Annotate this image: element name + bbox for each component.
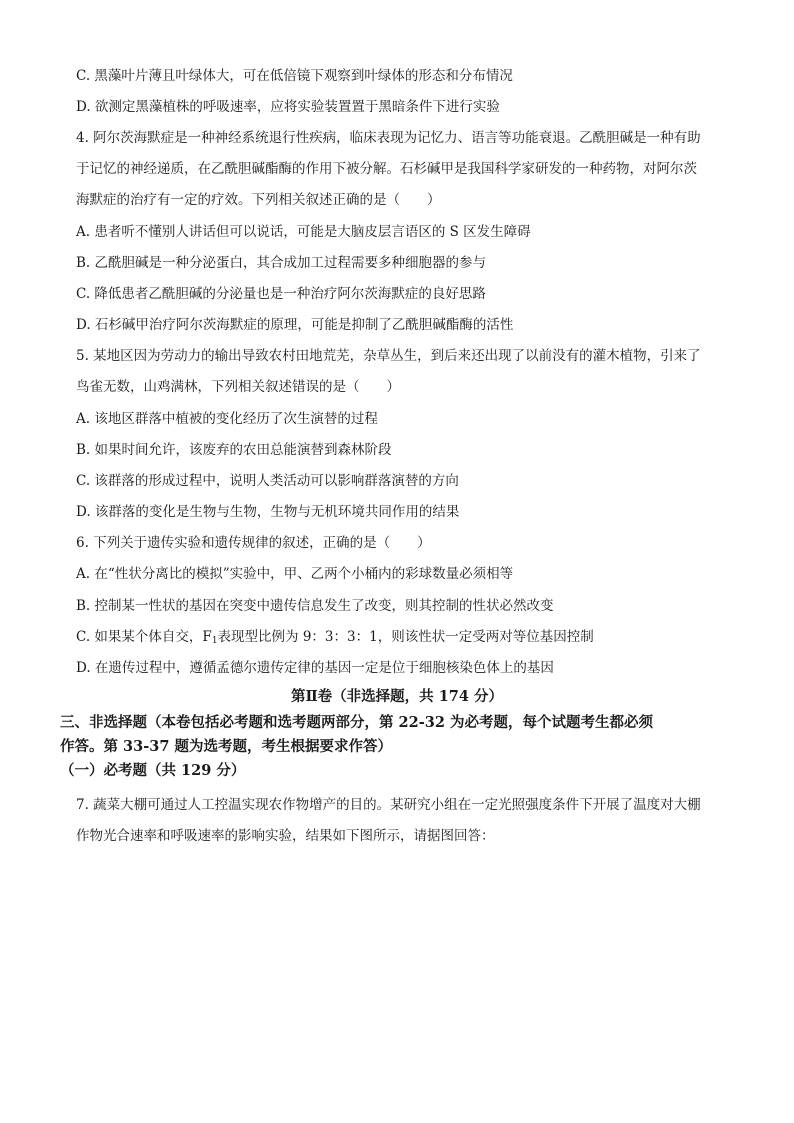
question-7-line-1: 7. 蔬菜大棚可通过人工控温实现农作物增产的目的。某研究小组在一定光照强度条件下开展了温度对大棚 [76, 797, 701, 813]
option-c-q3: C. 黑藻叶片薄且叶绿体大，可在低倍镜下观察到叶绿体的形态和分布情况 [76, 68, 513, 84]
option-d-q4: D. 石杉碱甲治疗阿尔茨海默症的原理，可能是抑制了乙酰胆碱酯酶的活性 [76, 317, 514, 333]
option-c-q6-before: C. 如果某个体自交，F [76, 629, 212, 645]
question-4-line-3: 海默症的治疗有一定的疗效。下列相关叙述正确的是（ ） [76, 192, 441, 208]
option-a-q5: A. 该地区群落中植被的变化经历了次生演替的过程 [76, 411, 378, 427]
question-4-line-2: 于记忆的神经递质，在乙酰胆碱酯酶的作用下被分解。石杉碱甲是我国科学家研发的一种药物，对阿尔茨 [76, 161, 697, 177]
option-d-q5: D. 该群落的变化是生物与生物，生物与无机环境共同作用的结果 [76, 504, 460, 520]
question-5-line-1: 5. 某地区因为劳动力的输出导致农村田地荒芜，杂草丛生，到后来还出现了以前没有的灌木植物，引来了 [76, 348, 701, 364]
question-7-line-2: 作物光合速率和呼吸速率的影响实验，结果如下图所示，请据图回答： [76, 828, 495, 844]
option-b-q5: B. 如果时间允许，该废弃的农田总能演替到森林阶段 [76, 442, 392, 458]
option-c-q5: C. 该群落的形成过程中，说明人类活动可以影响群落演替的方向 [76, 473, 459, 489]
option-a-q6: A. 在“性状分离比的模拟”实验中，甲、乙两个小桶内的彩球数量必须相等 [76, 566, 514, 582]
option-d-q6: D. 在遗传过程中，遵循孟德尔遗传定律的基因一定是位于细胞核染色体上的基因 [76, 660, 554, 676]
option-c-q4: C. 降低患者乙酰胆碱的分泌量也是一种治疗阿尔茨海默症的良好思路 [76, 286, 486, 302]
option-b-q4: B. 乙酰胆碱是一种分泌蛋白，其合成加工过程需要多种细胞器的参与 [76, 255, 487, 271]
option-c-q6-subscript: 1 [211, 636, 218, 646]
question-6-stem: 6. 下列关于遗传实验和遗传规律的叙述，正确的是（ ） [76, 535, 431, 551]
option-d-q3: D. 欲测定黑藻植株的呼吸速率，应将实验装置置于黑暗条件下进行实验 [76, 99, 500, 115]
section-title: 第Ⅱ卷（非选择题，共 174 分） [290, 688, 504, 705]
option-b-q6: B. 控制某一性状的基因在突变中遗传信息发生了改变，则其控制的性状必然改变 [76, 598, 554, 614]
part-3-heading-line-1: 三、非选择题（本卷包括必考题和选考题两部分，第 22-32 为必考题，每个试题考生都必须 [60, 714, 653, 731]
question-4-line-1: 4. 阿尔茨海默症是一种神经系统退行性疾病，临床表现为记忆力、语言等功能衰退。乙酰胆碱是一种有助 [76, 130, 701, 146]
part-3-heading-line-2: 作答。第 33-37 题为选考题，考生根据要求作答） [60, 738, 392, 755]
option-c-q6-after: 表现型比例为 9：3：3：1，则该性状一定受两对等位基因控制 [217, 629, 594, 645]
required-questions-heading: （一）必考题（共 129 分） [60, 762, 246, 779]
question-5-line-2: 鸟雀无数，山鸡满林，下列相关叙述错误的是（ ） [76, 379, 400, 395]
option-a-q4: A. 患者听不懂别人讲话但可以说话，可能是大脑皮层言语区的 S 区发生障碍 [76, 224, 531, 240]
option-c-q6 [76, 627, 734, 651]
